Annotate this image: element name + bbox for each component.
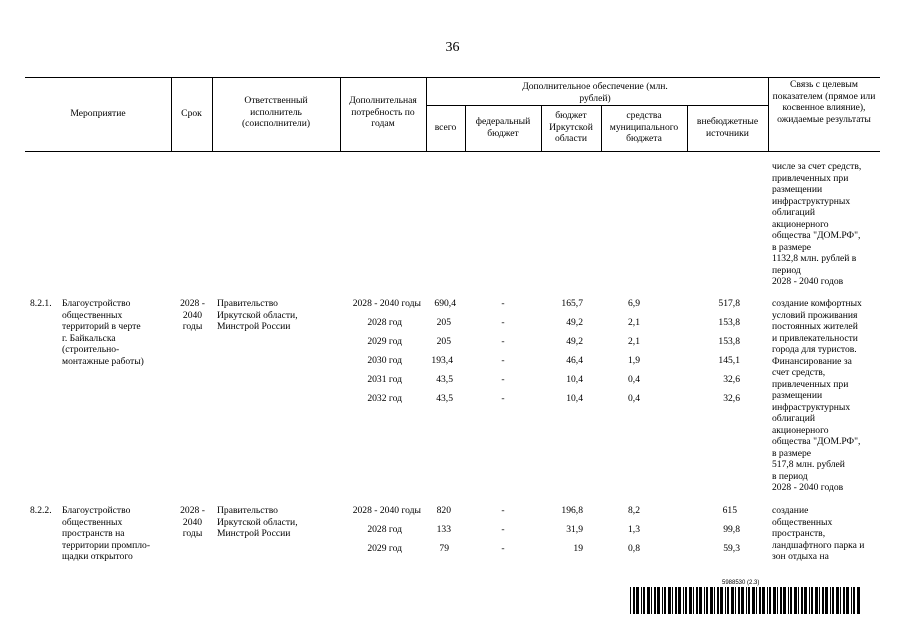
measure-term [173,505,212,540]
text-line: Иркутской области, [217,309,298,321]
row-total: 820 [436,505,451,516]
measure-result [772,505,882,563]
text-line: Минстрой России [217,321,291,332]
text-line: Благоустройство [62,505,131,516]
row-municipal: 8,2 [628,505,640,516]
row-extra: 99,8 [723,524,740,535]
text-line: акционерного [772,424,829,436]
text-line: постоянных жителей [772,321,858,332]
row-extra: 517,8 [718,298,740,309]
measure-number: 8.2.2. [30,505,52,516]
text-line: общества "ДОМ.РФ", [772,230,861,241]
row-period: 2029 год [367,336,402,347]
row-regional: 31,9 [566,524,583,535]
barcode-image [630,587,862,614]
row-municipal: 2,1 [628,336,640,347]
text-line: Правительство [217,505,278,516]
row-extra: 145,1 [718,355,740,366]
text-line: Минстрой России [217,528,291,539]
text-line: привлеченных при [772,172,849,184]
text-line: 2028 - 2040 годов [772,276,844,287]
row-extra: 615 [722,505,737,516]
text-line: облигаций [772,413,815,424]
text-line: счет средств, [772,367,826,378]
text-line: 2040 [182,516,203,528]
row-regional: 10,4 [566,374,583,385]
text-line: территорий в черте [62,321,141,332]
text-line: ландшафтного парка и [772,539,865,551]
header-responsible: Ответственный исполнитель (соисполнители) [241,95,311,129]
row-municipal: 1,9 [628,355,640,366]
row-extra: 153,8 [718,317,740,328]
text-line: 2028 - 2040 годов [772,482,844,493]
row-total: 133 [436,524,451,535]
row-period: 2028 - 2040 годы [352,298,421,309]
measure-title [62,298,172,367]
header-term: Срок [181,108,202,119]
text-line: 2040 [182,309,203,321]
text-line: и привлекательности [772,332,858,344]
text-line: зон отдыха на [772,551,829,562]
text-line: привлеченных при [772,378,849,390]
row-regional: 196,8 [561,505,583,516]
text-line: в размере [772,241,812,253]
row-municipal: 2,1 [628,317,640,328]
row-total: 193,4 [431,355,453,366]
text-line: общественных [772,516,833,528]
text-line: Благоустройство [62,298,131,309]
header-total: всего [434,122,457,133]
header-extrabudget: внебюджетные источники [696,116,759,139]
text-line: годы [182,528,203,539]
header-need: Дополнительная потребность по годам [349,95,417,129]
row-regional: 19 [573,543,583,554]
header-measure: Мероприятие [70,108,126,119]
row-period: 2031 год [367,374,402,385]
text-line: в размере [772,447,812,459]
row-federal: - [501,524,505,535]
text-line: Правительство [217,298,278,309]
measure-responsible [217,505,337,540]
header-federal: федеральный бюджет [475,116,531,139]
row-total: 690,4 [434,298,456,309]
measure-term [173,298,212,333]
row-total: 79 [439,543,449,554]
barcode-number: 5988530 (2.3) [722,580,760,586]
row-total: 205 [436,317,451,328]
carryover-note [772,161,882,288]
row-period: 2028 - 2040 годы [352,505,421,516]
row-municipal: 0,4 [628,393,640,404]
text-line: (строительно- [62,344,120,355]
measure-responsible [217,298,337,333]
row-federal: - [501,393,505,404]
row-period: 2032 год [367,393,402,404]
row-municipal: 1,3 [628,524,640,535]
text-line: инфраструктурных [772,195,851,207]
row-period: 2028 год [367,317,402,328]
row-federal: - [501,374,505,385]
row-municipal: 0,4 [628,374,640,385]
text-line: пространств на [62,528,125,539]
row-federal: - [501,355,505,366]
row-federal: - [501,317,505,328]
text-line: период [772,264,801,276]
text-line: размещении [772,184,823,195]
row-regional: 165,7 [561,298,583,309]
text-line: территории промпло- [62,539,151,551]
measure-title [62,505,172,563]
text-line: общественных [62,309,123,321]
row-municipal: 6,9 [628,298,640,309]
text-line: пространств, [772,528,826,539]
row-federal: - [501,543,505,554]
header-municipal: средства муниципального бюджета [609,110,679,144]
text-line: создание [772,505,809,516]
row-period: 2028 год [367,524,402,535]
text-line: облигаций [772,207,815,218]
text-line: города для туристов. [772,344,857,355]
text-line: акционерного [772,218,829,230]
measure-result [772,298,882,494]
row-regional: 49,2 [566,336,583,347]
text-line: размещении [772,390,823,401]
row-federal: - [501,336,505,347]
text-line: 517,8 млн. рублей [772,459,845,470]
text-line: условий проживания [772,309,858,321]
row-regional: 10,4 [566,393,583,404]
text-line: монтажные работы) [62,355,144,367]
row-period: 2029 год [367,543,402,554]
row-extra: 32,6 [723,393,740,404]
text-line: Финансирование за [772,355,852,367]
row-municipal: 0,8 [628,543,640,554]
row-extra: 32,6 [723,374,740,385]
row-extra: 153,8 [718,336,740,347]
text-line: щадки открытого [62,551,133,562]
page-number: 36 [445,40,460,55]
text-line: г. Байкальска [62,332,116,344]
text-line: в период [772,470,808,482]
text-line: 2028 - [180,505,205,516]
row-federal: - [501,505,505,516]
text-line: годы [182,321,203,332]
row-extra: 59,3 [723,543,740,554]
row-regional: 46,4 [566,355,583,366]
header-regional: бюджет Иркутской области [549,110,593,144]
measure-number: 8.2.1. [30,298,52,309]
header-link: Связь с целевым показателем (прямое или косвенное влияние), ожидаемые результаты [772,79,876,125]
text-line: 1132,8 млн. рублей в [772,253,857,264]
text-line: инфраструктурных [772,401,851,413]
row-regional: 49,2 [566,317,583,328]
text-line: 2028 - [180,298,205,309]
row-total: 43,5 [436,393,453,404]
row-total: 43,5 [436,374,453,385]
row-total: 205 [436,336,451,347]
text-line: общественных [62,516,123,528]
text-line: создание комфортных [772,298,862,309]
row-period: 2030 год [367,355,402,366]
row-federal: - [501,298,505,309]
text-line: числе за счет средств, [772,161,862,172]
text-line: общества "ДОМ.РФ", [772,436,861,447]
text-line: Иркутской области, [217,516,298,528]
header-funding-group: Дополнительное обеспечение (млн. рублей) [522,81,668,104]
